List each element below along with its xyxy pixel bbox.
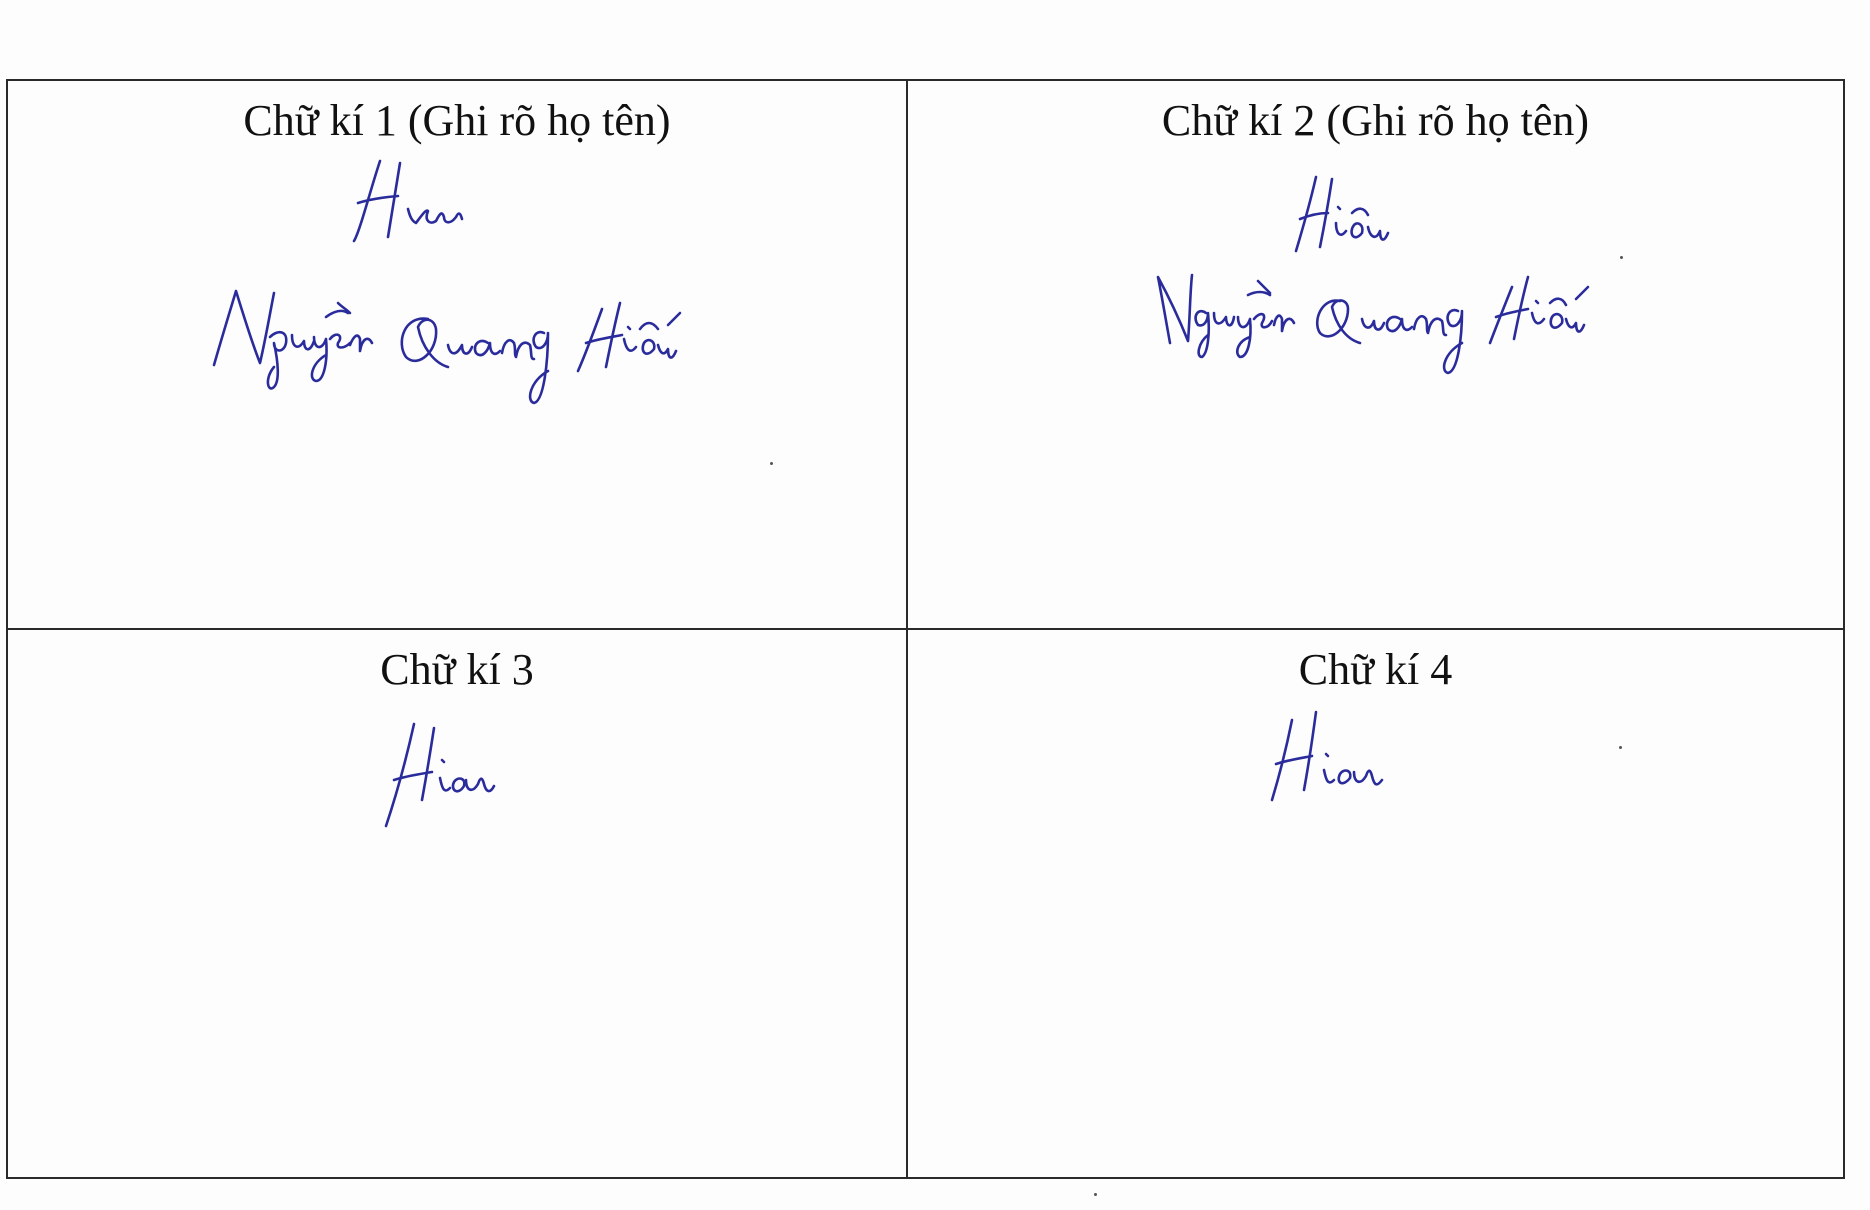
signature-cell-3: [7, 629, 907, 1178]
signature-label-2: Chữ kí 2 (Ghi rõ họ tên): [1161, 96, 1590, 145]
signature-label-4: Chữ kí 4: [1298, 645, 1453, 694]
signature-label-3: Chữ kí 3: [380, 645, 534, 694]
table-row: [7, 629, 1844, 1178]
scan-speck: [770, 462, 773, 465]
scan-speck: [1620, 256, 1623, 259]
handwritten-signature-1: [8, 81, 906, 628]
scan-speck: [1619, 746, 1622, 749]
handwritten-signature-4: [908, 630, 1843, 1177]
scan-speck: [1094, 1193, 1097, 1196]
table-row: [7, 80, 1844, 629]
signature-cell-2: [907, 80, 1844, 629]
handwritten-signature-2: [908, 81, 1843, 628]
signature-table: [6, 79, 1845, 1179]
signature-label-1: Chữ kí 1 (Ghi rõ họ tên): [243, 96, 671, 145]
signature-cell-4: [907, 629, 1844, 1178]
signature-cell-1: [7, 80, 907, 629]
handwritten-signature-3: [8, 630, 906, 1177]
